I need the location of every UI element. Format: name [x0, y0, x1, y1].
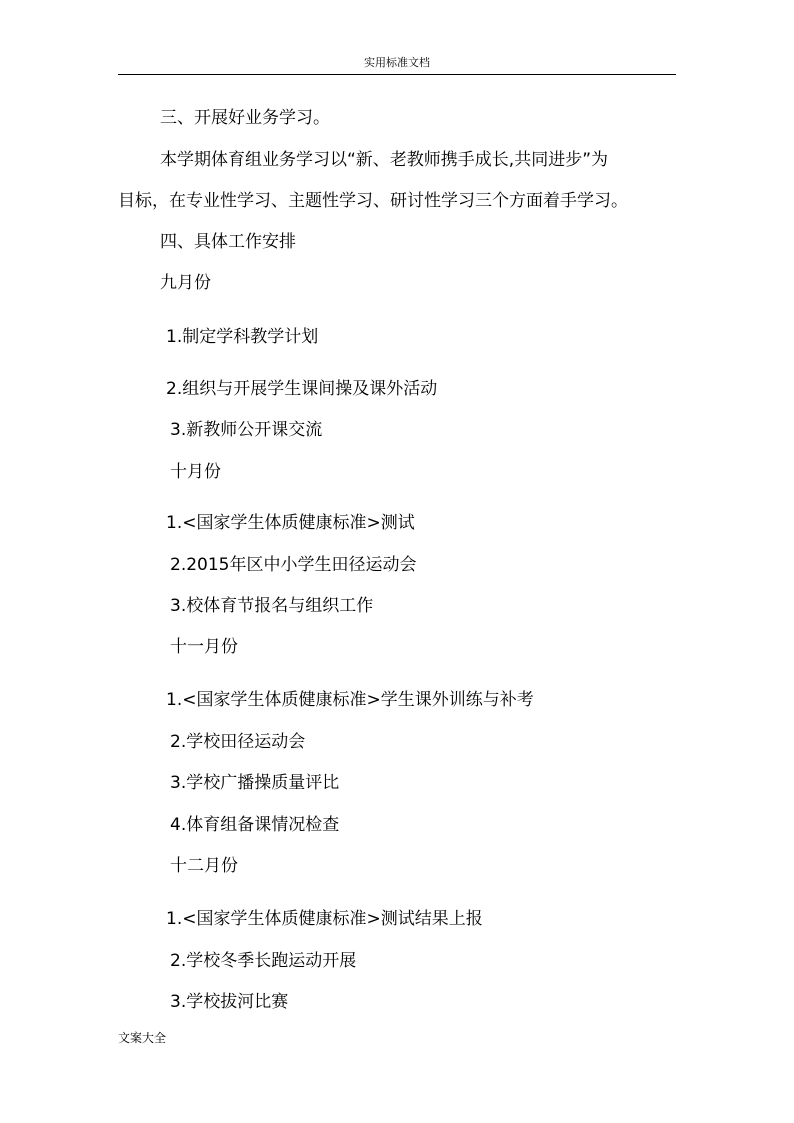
list-item: 3.学校广播操质量评比: [170, 773, 340, 793]
list-item: 3.校体育节报名与组织工作: [170, 596, 374, 616]
section-3-title: 三、开展好业务学习。: [160, 108, 330, 128]
list-item: 1.<国家学生体质健康标准>学生课外训练与补考: [166, 690, 534, 710]
paragraph-1-line-2: 目标，在专业性学习、主题性学习、研讨性学习三个方面着手学习。: [118, 191, 628, 211]
month-heading-october: 十月份: [170, 462, 221, 482]
paragraph-1-line-1: 本学期体育组业务学习以“新、老教师携手成长,共同进步”为: [160, 150, 609, 170]
page-footer: 文案大全: [118, 1031, 167, 1045]
month-heading-november: 十一月份: [170, 637, 238, 657]
month-heading-september: 九月份: [160, 273, 211, 293]
section-4-title: 四、具体工作安排: [160, 232, 296, 252]
list-item: 2.组织与开展学生课间操及课外活动: [166, 379, 438, 399]
list-item: 2.学校冬季长跑运动开展: [170, 951, 357, 971]
list-item: 2.2015年区中小学生田径运动会: [170, 555, 417, 575]
list-item: 3.学校拔河比赛: [170, 992, 289, 1012]
list-item: 3.新教师公开课交流: [170, 420, 323, 440]
list-item: 1.制定学科教学计划: [166, 327, 319, 347]
list-item: 2.学校田径运动会: [170, 732, 306, 752]
page-header: 实用标准文档: [364, 56, 430, 69]
header-divider: [118, 74, 676, 75]
list-item: 1.<国家学生体质健康标准>测试结果上报: [166, 909, 483, 929]
month-heading-december: 十二月份: [170, 856, 238, 876]
list-item: 1.<国家学生体质健康标准>测试: [166, 513, 415, 533]
list-item: 4.体育组备课情况检查: [170, 815, 340, 835]
